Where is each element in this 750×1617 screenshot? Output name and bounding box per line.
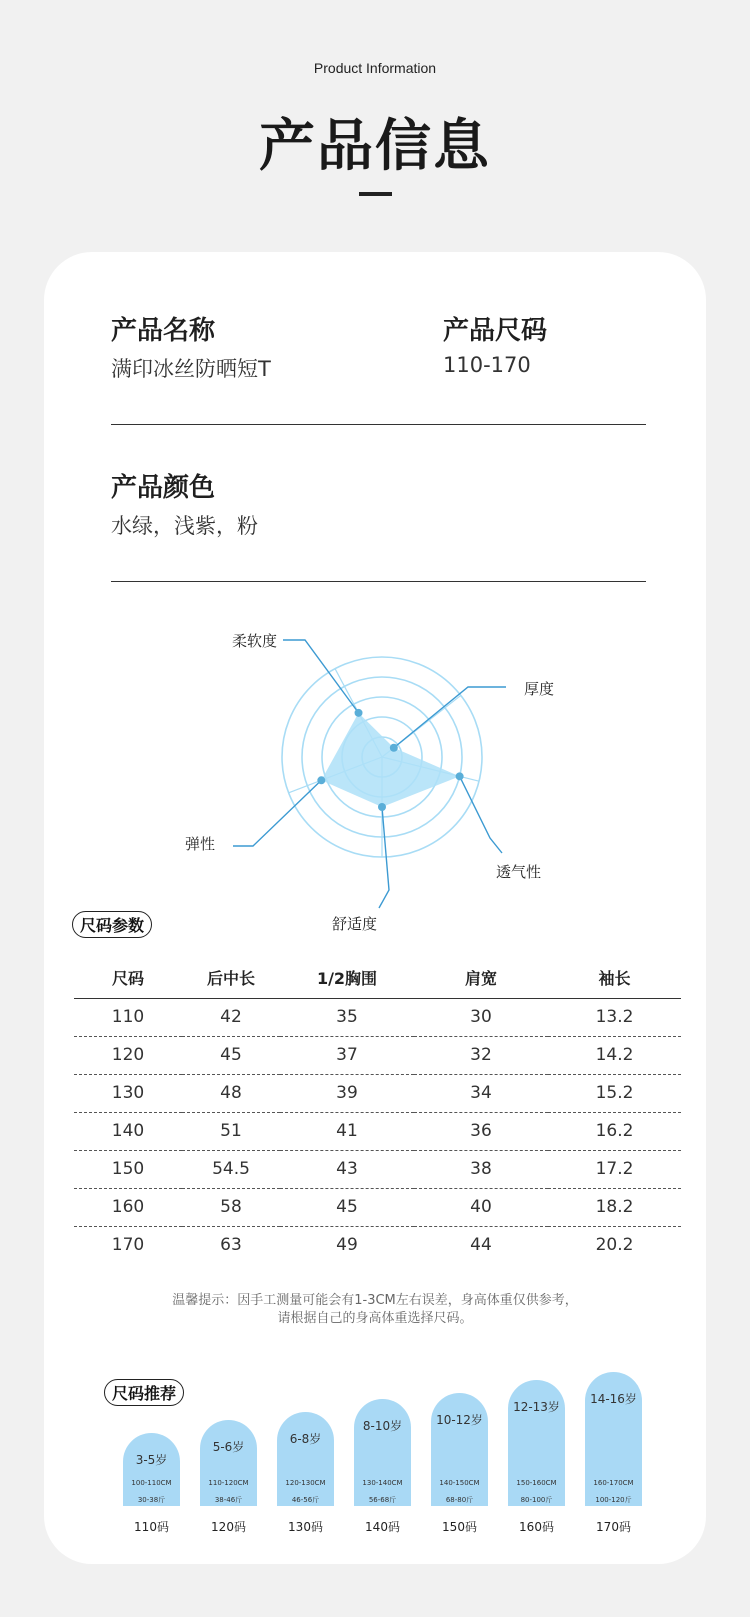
size-recommend-weight: 56-68斤 [368,1496,397,1504]
size-recommend-code: 160码 [519,1520,554,1534]
cell-sleeve: 18.2 [548,1188,681,1226]
size-recommend-bar [200,1420,257,1506]
radar-label-thickness: 厚度 [524,680,555,698]
col-sleeve: 袖长 [548,958,681,998]
radar-label-breathability: 透气性 [496,863,542,881]
size-recommend-title: 尺码推荐 [104,1379,184,1406]
radar-leader-line [233,780,321,846]
table-row [74,1112,681,1150]
size-recommend-weight: 30-38斤 [137,1496,166,1504]
radar-point [378,803,386,811]
size-recommend-weight: 46-56斤 [291,1496,320,1504]
table-row [74,998,681,1036]
table-header-row [74,958,681,998]
size-recommend-code: 120码 [211,1520,246,1534]
size-recommend-age: 5-6岁 [212,1440,245,1454]
size-recommend-bar [277,1412,334,1506]
product-size-label: 产品尺码 [443,316,548,346]
size-recommend-age: 3-5岁 [135,1453,168,1467]
table-row [74,1150,681,1188]
cell-back-length: 58 [182,1188,280,1226]
radar-area [321,713,459,807]
col-half-chest: 1/2胸围 [280,958,414,998]
product-size-value: 110-170 [443,353,531,377]
size-recommend-age: 10-12岁 [436,1413,483,1427]
size-recommend-weight: 80-100斤 [520,1496,553,1504]
cell-back-length: 63 [220,1235,242,1256]
radar-label-elasticity: 弹性 [185,835,216,853]
cell-sleeve: 17.2 [548,1150,681,1188]
page-title: 产品信息 [259,114,491,179]
size-recommend-height: 160-170CM [593,1479,634,1487]
cell-size: 120 [74,1036,182,1074]
cell-half-chest: 39 [280,1074,414,1112]
cell-back-length: 48 [182,1074,280,1112]
radar-label-softness: 柔软度 [232,632,278,650]
size-recommend-height: 150-160CM [516,1479,557,1487]
radar-leader-line [460,776,502,853]
product-name-label: 产品名称 [111,316,216,346]
cell-sleeve: 20.2 [595,1235,634,1256]
radar-point [355,709,363,717]
cell-back-length: 54.5 [182,1150,280,1188]
cell-shoulder: 34 [414,1074,548,1112]
tip-line-1: 温馨提示：因手工测量可能会有1-3CM左右误差，身高体重仅供参考， [172,1293,578,1308]
cell-shoulder: 32 [414,1036,548,1074]
table-row [74,1226,681,1264]
header-subtitle: Product Information [313,60,437,76]
cell-half-chest: 45 [280,1188,414,1226]
size-recommend-height: 110-120CM [208,1479,249,1487]
size-recommend-height: 140-150CM [439,1479,480,1487]
cell-back-length: 51 [182,1112,280,1150]
cell-sleeve: 16.2 [548,1112,681,1150]
radar-point [456,772,464,780]
cell-size: 160 [74,1188,182,1226]
radar-leader-line [394,687,506,748]
size-recommend-weight: 100-120斤 [595,1496,632,1504]
product-color-value: 水绿，浅紫，粉 [111,514,258,538]
col-shoulder: 肩宽 [414,958,548,998]
radar-label-comfort: 舒适度 [332,915,378,933]
size-recommend-code: 170码 [596,1520,631,1534]
size-recommend-weight: 68-80斤 [445,1496,474,1504]
size-recommend-height: 130-140CM [362,1479,403,1487]
table-row [74,1188,681,1226]
cell-half-chest: 37 [280,1036,414,1074]
cell-shoulder: 30 [414,998,548,1036]
cell-half-chest: 35 [280,998,414,1036]
cell-size: 170 [111,1235,145,1256]
cell-sleeve: 14.2 [548,1036,681,1074]
size-table [74,958,681,1264]
cell-size: 110 [74,998,182,1036]
tip-line-2: 请根据自己的身高体重选择尺码。 [277,1311,473,1326]
cell-back-length: 45 [182,1036,280,1074]
size-recommend-code: 130码 [288,1520,323,1534]
table-row [74,1036,681,1074]
cell-shoulder: 38 [414,1150,548,1188]
cell-shoulder: 44 [470,1235,492,1256]
size-tip [0,1292,750,1328]
size-recommend-code: 110码 [134,1520,169,1534]
product-name-value: 满印冰丝防晒短T [111,357,271,381]
cell-back-length: 42 [182,998,280,1036]
size-recommend-age: 12-13岁 [513,1400,560,1414]
size-recommend-code: 150码 [442,1520,477,1534]
size-recommend-bar [431,1393,488,1506]
radar-point [390,744,398,752]
radar-point [317,776,325,784]
col-size: 尺码 [74,958,182,998]
col-back-length: 后中长 [182,958,280,998]
cell-half-chest: 41 [280,1112,414,1150]
cell-size: 130 [74,1074,182,1112]
product-color-label: 产品颜色 [111,473,216,503]
size-recommend-height: 120-130CM [285,1479,326,1487]
cell-sleeve: 15.2 [548,1074,681,1112]
size-recommend-height: 100-110CM [131,1479,172,1487]
size-recommend-age: 8-10岁 [362,1419,403,1433]
cell-shoulder: 40 [414,1188,548,1226]
size-params-title: 尺码参数 [72,911,152,938]
cell-size: 140 [74,1112,182,1150]
cell-size: 150 [74,1150,182,1188]
cell-shoulder: 36 [414,1112,548,1150]
size-recommend-age: 14-16岁 [590,1392,637,1406]
cell-sleeve: 13.2 [548,998,681,1036]
size-recommend-age: 6-8岁 [289,1432,322,1446]
size-recommend-bar [354,1399,411,1506]
radar-leader-line [283,640,359,713]
table-row [74,1074,681,1112]
cell-half-chest: 43 [280,1150,414,1188]
size-recommend-code: 140码 [365,1520,400,1534]
size-recommend-weight: 38-46斤 [214,1496,243,1504]
cell-half-chest: 49 [336,1235,358,1256]
